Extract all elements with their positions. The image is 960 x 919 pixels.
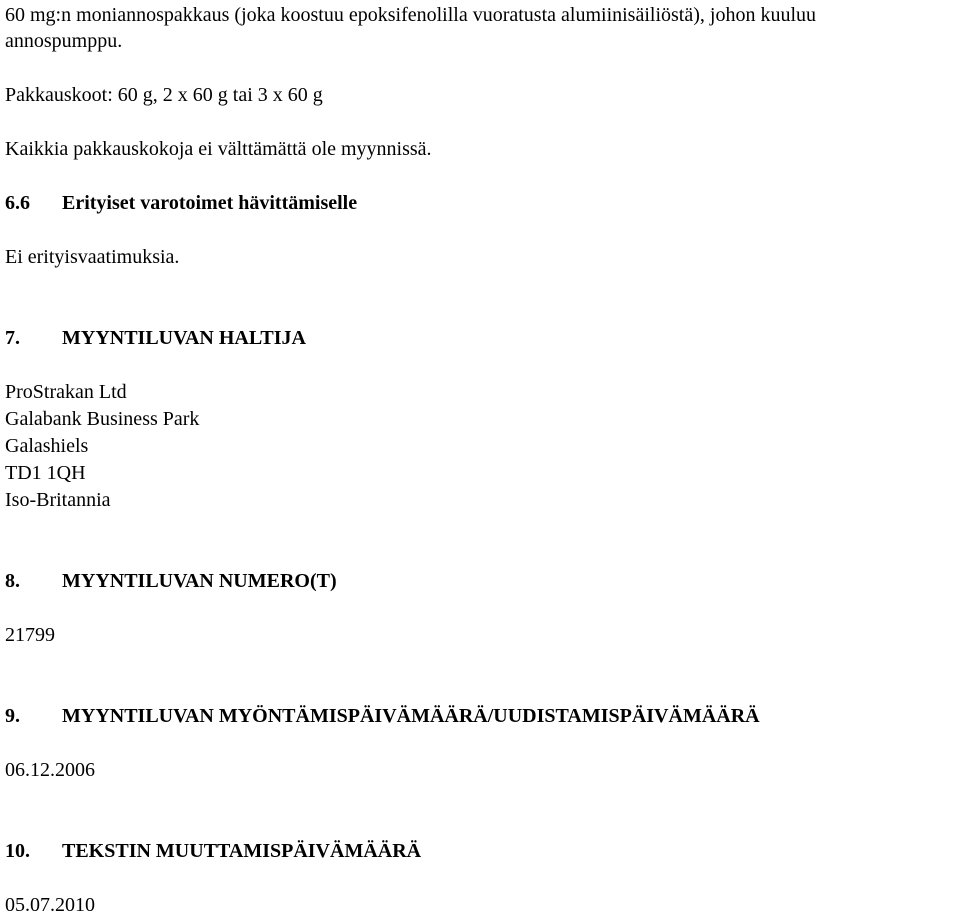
section-9-heading: [5, 703, 760, 729]
address-line: TD1 1QH: [5, 462, 86, 484]
section-number: 6.6: [5, 192, 30, 214]
address-line: ProStrakan Ltd: [5, 381, 127, 403]
section-title: MYYNTILUVAN MYÖNTÄMISPÄIVÄMÄÄRÄ/UUDISTAMISPÄIVÄMÄÄRÄ: [62, 705, 760, 727]
section-8-heading: [5, 568, 337, 594]
section-title: MYYNTILUVAN HALTIJA: [62, 327, 306, 349]
address-line: Galashiels: [5, 435, 89, 457]
address-line: Galabank Business Park: [5, 408, 200, 430]
section-number: 8.: [5, 570, 20, 592]
section-title: TEKSTIN MUUTTAMISPÄIVÄMÄÄRÄ: [62, 840, 422, 862]
section-number: 9.: [5, 705, 20, 727]
address-line: Iso-Britannia: [5, 489, 111, 511]
section-6-6-heading: [5, 190, 357, 216]
section-number: 7.: [5, 327, 20, 349]
pack-sizes: Pakkauskoot: 60 g, 2 x 60 g tai 3 x 60 g: [5, 84, 323, 106]
section-title: Erityiset varotoimet hävittämiselle: [62, 192, 358, 214]
section-number: 10.: [5, 840, 30, 862]
section-9-body: 06.12.2006: [5, 759, 95, 781]
availability-note: Kaikkia pakkauskokoja ei välttämättä ole myynnissä.: [5, 138, 432, 160]
intro-line-2: annospumppu.: [5, 30, 123, 52]
section-6-6-body: Ei erityisvaatimuksia.: [5, 246, 180, 268]
intro-line-1: 60 mg:n moniannospakkaus (joka koostuu epoksifenolilla vuoratusta alumiinisäiliöstä), johon kuuluu: [5, 4, 817, 26]
section-8-body: 21799: [5, 624, 55, 646]
section-7-heading: [5, 325, 306, 351]
section-10-heading: [5, 838, 421, 864]
section-10-body: 05.07.2010: [5, 894, 95, 916]
section-title: MYYNTILUVAN NUMERO(T): [62, 570, 337, 592]
